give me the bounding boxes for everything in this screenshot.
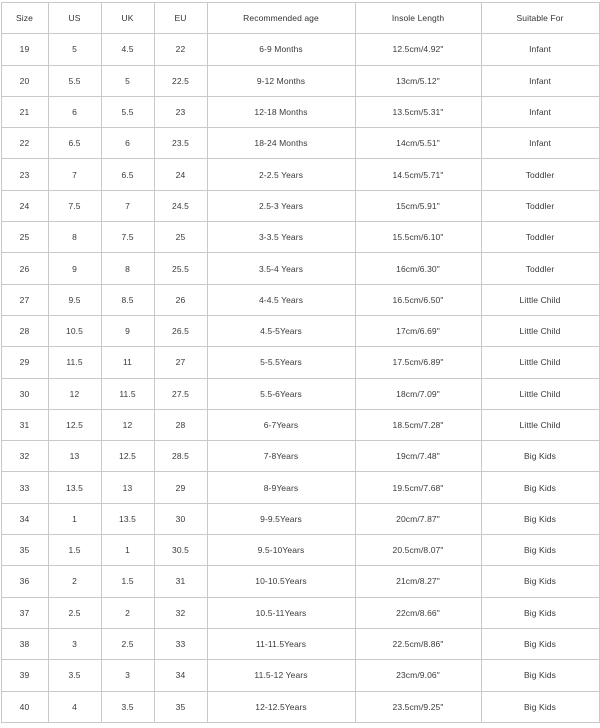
table-cell: 3-3.5 Years — [207, 222, 355, 253]
table-cell: 4.5-5Years — [207, 315, 355, 346]
table-cell: 28 — [154, 409, 207, 440]
table-cell: 30 — [1, 378, 48, 409]
table-cell: 13cm/5.12" — [355, 65, 481, 96]
table-row — [1, 34, 599, 65]
table-row — [1, 409, 599, 440]
column-header-us: US — [48, 3, 101, 34]
table-cell: 5.5-6Years — [207, 378, 355, 409]
table-row — [1, 472, 599, 503]
table-row — [1, 284, 599, 315]
table-cell: 5.5 — [48, 65, 101, 96]
table-cell: Big Kids — [481, 535, 599, 566]
table-cell: 12.5cm/4.92" — [355, 34, 481, 65]
table-row — [1, 660, 599, 691]
table-cell: Little Child — [481, 378, 599, 409]
table-cell: 14cm/5.51" — [355, 128, 481, 159]
table-cell: 6 — [101, 128, 154, 159]
table-cell: 29 — [154, 472, 207, 503]
table-cell: 6.5 — [101, 159, 154, 190]
table-cell: 31 — [1, 409, 48, 440]
table-cell: 2-2.5 Years — [207, 159, 355, 190]
table-cell: 16cm/6.30" — [355, 253, 481, 284]
table-cell: Little Child — [481, 409, 599, 440]
table-cell: 39 — [1, 660, 48, 691]
table-cell: Little Child — [481, 284, 599, 315]
table-cell: Big Kids — [481, 441, 599, 472]
table-cell: 1 — [101, 535, 154, 566]
table-cell: 9 — [101, 315, 154, 346]
table-cell: 32 — [154, 597, 207, 628]
table-cell: Infant — [481, 96, 599, 127]
table-cell: 35 — [154, 691, 207, 722]
table-cell: 2.5 — [48, 597, 101, 628]
table-cell: 23.5cm/9.25" — [355, 691, 481, 722]
table-cell: 11 — [101, 347, 154, 378]
table-row — [1, 253, 599, 284]
table-cell: 22cm/8.66" — [355, 597, 481, 628]
table-cell: 7-8Years — [207, 441, 355, 472]
table-cell: 11-11.5Years — [207, 628, 355, 659]
table-cell: 37 — [1, 597, 48, 628]
table-cell: Big Kids — [481, 691, 599, 722]
table-cell: 12.5 — [48, 409, 101, 440]
table-cell: 21cm/8.27" — [355, 566, 481, 597]
table-cell: 10.5-11Years — [207, 597, 355, 628]
table-cell: 8 — [101, 253, 154, 284]
table-cell: Big Kids — [481, 628, 599, 659]
table-cell: 30 — [154, 503, 207, 534]
table-cell: 23.5 — [154, 128, 207, 159]
table-cell: 9.5 — [48, 284, 101, 315]
table-cell: 6 — [48, 96, 101, 127]
table-cell: Toddler — [481, 253, 599, 284]
table-row — [1, 65, 599, 96]
table-cell: 36 — [1, 566, 48, 597]
table-cell: Toddler — [481, 222, 599, 253]
table-row — [1, 535, 599, 566]
table-cell: 6-7Years — [207, 409, 355, 440]
table-cell: 9-9.5Years — [207, 503, 355, 534]
table-cell: 12-12.5Years — [207, 691, 355, 722]
table-cell: 9 — [48, 253, 101, 284]
table-header — [1, 3, 599, 34]
table-cell: Toddler — [481, 159, 599, 190]
table-cell: Infant — [481, 34, 599, 65]
table-cell: 28.5 — [154, 441, 207, 472]
table-cell: 13.5cm/5.31" — [355, 96, 481, 127]
table-cell: Toddler — [481, 190, 599, 221]
table-cell: 31 — [154, 566, 207, 597]
table-cell: 6-9 Months — [207, 34, 355, 65]
table-cell: 16.5cm/6.50" — [355, 284, 481, 315]
table-cell: 3.5 — [48, 660, 101, 691]
table-cell: 5.5 — [101, 96, 154, 127]
table-cell: 11.5 — [48, 347, 101, 378]
table-row — [1, 566, 599, 597]
table-cell: 20.5cm/8.07" — [355, 535, 481, 566]
table-cell: Big Kids — [481, 503, 599, 534]
shoe-size-chart-table — [1, 2, 600, 723]
table-cell: 22.5 — [154, 65, 207, 96]
table-cell: 9-12 Months — [207, 65, 355, 96]
column-header-eu: EU — [154, 3, 207, 34]
table-cell: Big Kids — [481, 566, 599, 597]
table-cell: 20 — [1, 65, 48, 96]
table-row — [1, 691, 599, 722]
table-cell: 8-9Years — [207, 472, 355, 503]
table-cell: 2 — [101, 597, 154, 628]
table-cell: 3.5-4 Years — [207, 253, 355, 284]
table-cell: Infant — [481, 65, 599, 96]
table-cell: 18cm/7.09" — [355, 378, 481, 409]
table-cell: 12 — [101, 409, 154, 440]
table-cell: 26 — [1, 253, 48, 284]
table-cell: 19 — [1, 34, 48, 65]
table-cell: 30.5 — [154, 535, 207, 566]
table-cell: 18.5cm/7.28" — [355, 409, 481, 440]
table-cell: 32 — [1, 441, 48, 472]
table-cell: 6.5 — [48, 128, 101, 159]
table-cell: 1.5 — [101, 566, 154, 597]
table-row — [1, 96, 599, 127]
table-cell: 5-5.5Years — [207, 347, 355, 378]
table-cell: 20cm/7.87" — [355, 503, 481, 534]
table-cell: 5 — [48, 34, 101, 65]
table-cell: 15.5cm/6.10" — [355, 222, 481, 253]
table-row — [1, 378, 599, 409]
table-row — [1, 159, 599, 190]
table-cell: Little Child — [481, 347, 599, 378]
table-cell: 22.5cm/8.86" — [355, 628, 481, 659]
table-cell: Big Kids — [481, 597, 599, 628]
table-cell: 1 — [48, 503, 101, 534]
table-cell: 7.5 — [101, 222, 154, 253]
table-cell: 7 — [101, 190, 154, 221]
table-cell: 4 — [48, 691, 101, 722]
table-cell: 23 — [1, 159, 48, 190]
column-header-recommended-age: Recommended age — [207, 3, 355, 34]
table-cell: 13 — [101, 472, 154, 503]
table-cell: 27 — [1, 284, 48, 315]
table-cell: 17cm/6.69" — [355, 315, 481, 346]
table-row — [1, 128, 599, 159]
table-cell: 3.5 — [101, 691, 154, 722]
table-cell: 19.5cm/7.68" — [355, 472, 481, 503]
table-cell: 3 — [101, 660, 154, 691]
table-cell: 10-10.5Years — [207, 566, 355, 597]
table-cell: 24 — [1, 190, 48, 221]
column-header-size: Size — [1, 3, 48, 34]
table-cell: 3 — [48, 628, 101, 659]
table-cell: 27.5 — [154, 378, 207, 409]
table-cell: 7 — [48, 159, 101, 190]
table-cell: 34 — [154, 660, 207, 691]
table-cell: 38 — [1, 628, 48, 659]
table-cell: 18-24 Months — [207, 128, 355, 159]
table-cell: 9.5-10Years — [207, 535, 355, 566]
table-cell: 33 — [154, 628, 207, 659]
table-row — [1, 347, 599, 378]
table-cell: 8 — [48, 222, 101, 253]
table-cell: 5 — [101, 65, 154, 96]
table-cell: 13.5 — [101, 503, 154, 534]
table-cell: 17.5cm/6.89" — [355, 347, 481, 378]
table-cell: 13 — [48, 441, 101, 472]
table-cell: 27 — [154, 347, 207, 378]
table-header-row — [1, 3, 599, 34]
table-cell: 2.5 — [101, 628, 154, 659]
table-row — [1, 222, 599, 253]
column-header-suitable-for: Suitable For — [481, 3, 599, 34]
table-row — [1, 597, 599, 628]
table-cell: 11.5 — [101, 378, 154, 409]
table-cell: 24 — [154, 159, 207, 190]
table-row — [1, 503, 599, 534]
table-cell: 26.5 — [154, 315, 207, 346]
table-body — [1, 34, 599, 723]
table-cell: Big Kids — [481, 472, 599, 503]
table-cell: 23cm/9.06" — [355, 660, 481, 691]
table-cell: Little Child — [481, 315, 599, 346]
table-row — [1, 315, 599, 346]
table-cell: 2.5-3 Years — [207, 190, 355, 221]
table-row — [1, 441, 599, 472]
table-cell: 4-4.5 Years — [207, 284, 355, 315]
table-cell: 4.5 — [101, 34, 154, 65]
table-cell: 23 — [154, 96, 207, 127]
table-cell: 26 — [154, 284, 207, 315]
table-cell: 25.5 — [154, 253, 207, 284]
table-cell: 25 — [1, 222, 48, 253]
table-cell: 21 — [1, 96, 48, 127]
column-header-uk: UK — [101, 3, 154, 34]
table-cell: 11.5-12 Years — [207, 660, 355, 691]
table-cell: 7.5 — [48, 190, 101, 221]
table-cell: 19cm/7.48" — [355, 441, 481, 472]
table-cell: 13.5 — [48, 472, 101, 503]
table-row — [1, 628, 599, 659]
table-cell: 22 — [1, 128, 48, 159]
table-cell: 1.5 — [48, 535, 101, 566]
table-cell: 34 — [1, 503, 48, 534]
table-cell: 2 — [48, 566, 101, 597]
table-cell: 10.5 — [48, 315, 101, 346]
table-cell: Big Kids — [481, 660, 599, 691]
table-cell: 35 — [1, 535, 48, 566]
table-cell: 12-18 Months — [207, 96, 355, 127]
table-cell: 33 — [1, 472, 48, 503]
table-cell: 25 — [154, 222, 207, 253]
table-cell: 15cm/5.91" — [355, 190, 481, 221]
table-cell: 22 — [154, 34, 207, 65]
column-header-insole-length: Insole Length — [355, 3, 481, 34]
table-cell: 12 — [48, 378, 101, 409]
table-cell: 14.5cm/5.71" — [355, 159, 481, 190]
table-cell: 40 — [1, 691, 48, 722]
table-cell: 28 — [1, 315, 48, 346]
table-cell: 8.5 — [101, 284, 154, 315]
table-cell: 12.5 — [101, 441, 154, 472]
table-cell: 24.5 — [154, 190, 207, 221]
table-cell: Infant — [481, 128, 599, 159]
table-cell: 29 — [1, 347, 48, 378]
table-row — [1, 190, 599, 221]
